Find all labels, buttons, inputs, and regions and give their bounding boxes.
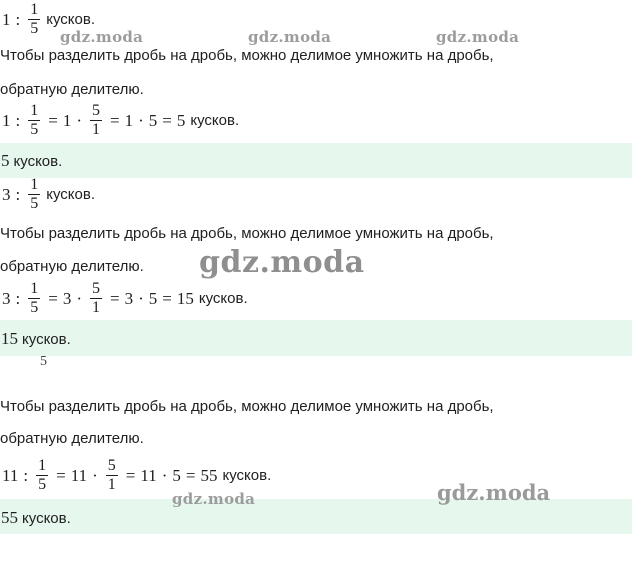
calc-1-dot-1: ·	[76, 110, 82, 130]
question-2-unit: кусков.	[46, 186, 96, 203]
calc-1-dot-2: ·	[138, 110, 144, 130]
calc-1-reciprocal-denominator: 1	[92, 121, 100, 138]
calc-2-factor: 3	[62, 288, 72, 308]
rule-2-line-2: обратную делителю.	[0, 258, 144, 275]
calc-3-divisor-fraction	[36, 458, 48, 493]
answer-2	[1, 329, 71, 349]
calc-3-result: 55	[200, 465, 218, 485]
calc-2-divisor-fraction	[28, 281, 40, 316]
answer-background-1	[0, 143, 632, 178]
calc-3-unit: кусков.	[222, 467, 272, 484]
question-1-fraction-denominator: 5	[30, 20, 39, 37]
calc-1-divisor-numerator: 1	[30, 102, 39, 119]
question-1-colon: :	[15, 9, 21, 29]
calc-1-reciprocal-numerator: 5	[92, 102, 100, 119]
calc-3-equals-3: =	[185, 465, 196, 485]
calc-3-dividend: 11	[2, 465, 19, 485]
calc-1-divisor-denominator: 5	[30, 121, 39, 138]
rule-3-line-1: Чтобы разделить дробь на дробь, можно делимое умножить на дробь,	[0, 398, 494, 415]
question-1-unit: кусков.	[46, 11, 96, 28]
calc-1-d: 5	[148, 110, 158, 130]
calc-2-unit: кусков.	[198, 290, 248, 307]
answer-2-value: 15	[1, 329, 18, 348]
calc-1-divisor-fraction	[28, 103, 40, 138]
calc-2-dividend: 3	[2, 288, 11, 308]
calc-3-equals-2: =	[125, 465, 136, 485]
answer-2-unit: кусков.	[22, 331, 71, 348]
calc-1-reciprocal-fraction	[90, 103, 102, 138]
calc-2-dot-1: ·	[76, 288, 82, 308]
rule-1-line-1: Чтобы разделить дробь на дробь, можно делимое умножить на дробь,	[0, 47, 494, 64]
calc-1-result: 5	[176, 110, 186, 130]
calc-1-c: 1	[124, 110, 134, 130]
calculation-1	[2, 103, 239, 138]
watermark-1: gdz.moda	[60, 28, 144, 46]
calc-2-c: 3	[124, 288, 134, 308]
calc-3-dot-1: ·	[92, 465, 98, 485]
answer-background-2	[0, 320, 632, 356]
calc-2-divisor-denominator: 5	[30, 299, 39, 316]
question-2-left: 3	[2, 184, 11, 204]
answer-1-unit: кусков.	[13, 153, 63, 170]
calc-1-colon: :	[15, 110, 21, 130]
answer-1	[1, 151, 62, 171]
calc-2-d: 5	[148, 288, 158, 308]
calc-2-equals-1: =	[48, 288, 58, 308]
calc-3-reciprocal-fraction	[106, 458, 118, 493]
question-2-fraction-denominator: 5	[30, 195, 39, 212]
rule-2-line-1: Чтобы разделить дробь на дробь, можно делимое умножить на дробь,	[0, 225, 494, 242]
rule-1-line-2: обратную делителю.	[0, 81, 144, 98]
calc-3-divisor-denominator: 5	[38, 476, 47, 493]
watermark-3: gdz.moda	[436, 28, 520, 46]
question-1-fraction	[28, 2, 40, 37]
calculation-3	[2, 458, 271, 493]
calc-2-reciprocal-fraction	[90, 281, 102, 316]
rule-3-line-2: обратную делителю.	[0, 430, 144, 447]
calc-2-dot-2: ·	[138, 288, 144, 308]
question-2-fraction	[28, 177, 40, 212]
calc-1-equals-3: =	[162, 110, 172, 130]
question-1-left: 1	[2, 9, 11, 29]
question-3-fragment: 5	[40, 354, 47, 369]
watermark-large: gdz.moda	[199, 245, 365, 280]
calc-3-c: 11	[140, 465, 157, 485]
calc-1-equals-2: =	[110, 110, 120, 130]
question-2-colon: :	[15, 184, 21, 204]
watermark-2: gdz.moda	[248, 28, 332, 46]
watermark-5: gdz.moda	[437, 480, 551, 505]
calc-3-reciprocal-numerator: 5	[107, 457, 116, 474]
calc-2-result: 15	[176, 288, 194, 308]
calculation-2	[2, 281, 248, 316]
answer-3-unit: кусков.	[22, 510, 71, 527]
watermark-4: gdz.moda	[172, 490, 256, 508]
calc-1-factor: 1	[62, 110, 72, 130]
calc-3-d: 5	[172, 465, 181, 485]
answer-3	[1, 508, 71, 528]
answer-3-value: 55	[1, 508, 18, 527]
calc-3-divisor-numerator: 1	[38, 457, 47, 474]
calc-1-dividend: 1	[2, 110, 11, 130]
answer-1-value: 5	[1, 151, 10, 170]
calc-3-dot-2: ·	[161, 465, 168, 485]
question-2	[2, 177, 95, 212]
calc-2-reciprocal-numerator: 5	[92, 280, 100, 297]
question-2-fraction-numerator: 1	[30, 176, 39, 193]
calc-3-reciprocal-denominator: 1	[107, 476, 116, 493]
question-1-fraction-numerator: 1	[30, 1, 39, 18]
calc-2-equals-3: =	[162, 288, 172, 308]
calc-3-colon: :	[23, 465, 29, 485]
calc-2-divisor-numerator: 1	[30, 280, 39, 297]
calc-2-reciprocal-denominator: 1	[92, 299, 100, 316]
calc-1-unit: кусков.	[190, 112, 240, 129]
calc-2-equals-2: =	[110, 288, 120, 308]
calc-1-equals-1: =	[48, 110, 58, 130]
calc-3-factor: 11	[70, 465, 88, 485]
calc-2-colon: :	[15, 288, 21, 308]
calc-3-equals-1: =	[56, 465, 66, 485]
